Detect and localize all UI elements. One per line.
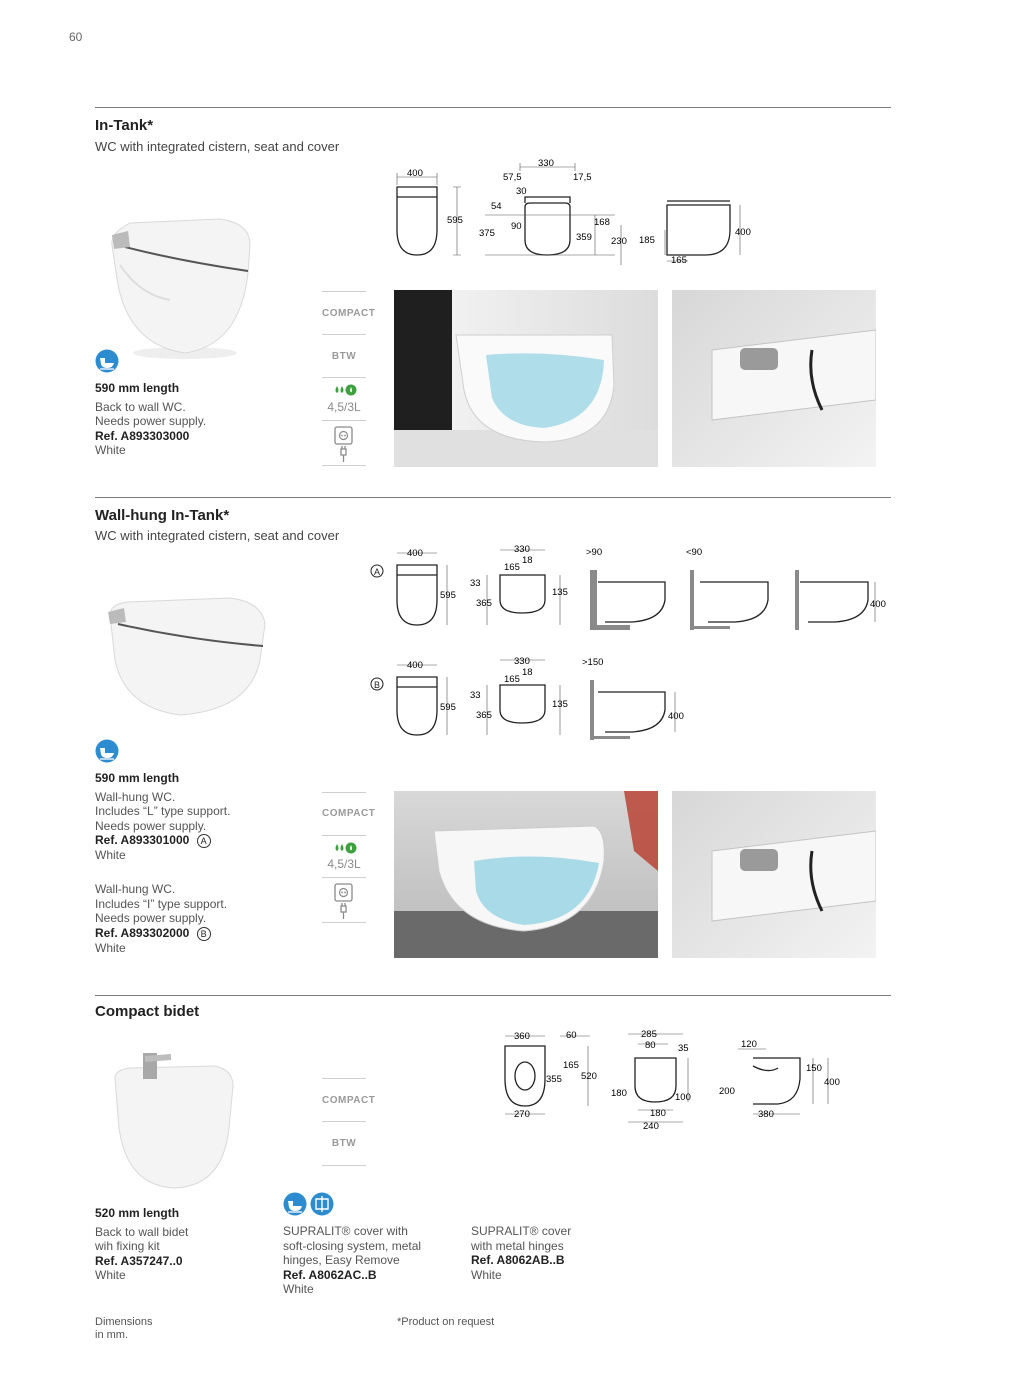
desc-line: Needs power supply. [95,818,207,833]
dim-label: 200 [719,1086,735,1097]
bidet-info [95,1206,265,1283]
feature-divider [322,377,366,378]
bathroom-photo [394,791,658,958]
desc-line: Wall-hung WC. [95,882,176,896]
section-title-in-tank: In-Tank* [95,117,154,134]
section-divider [95,995,891,996]
section-divider [95,107,891,108]
feature-divider [322,877,366,878]
dim-label: 18 [522,667,533,678]
bathroom-photo [394,290,658,467]
dimensions-note [95,1316,152,1342]
dim-label: 60 [566,1030,577,1041]
dim-label: 360 [514,1031,530,1042]
dim-label: 355 [546,1074,562,1085]
cover-feature-icons [283,1192,335,1216]
power-supply-icon [333,425,355,465]
bidet-technical-drawing [488,1024,848,1134]
dim-label: 270 [514,1109,530,1120]
dim-label: 400 [668,711,684,722]
feature-divider [322,420,366,421]
dim-label: 400 [870,599,886,610]
seat-hinge-detail-photo [672,290,876,467]
feature-divider [322,792,366,793]
dim-label: 30 [516,186,527,197]
feature-divider [322,835,366,836]
feature-divider [322,291,366,292]
dimensions-unit: in mm. [95,1329,128,1341]
feature-divider [322,1165,366,1166]
desc-line: Includes “L” type support. [95,804,231,818]
easy-remove-icon [311,1193,334,1216]
dim-label: 90 [511,221,522,232]
section-title-compact-bidet: Compact bidet [95,1003,200,1020]
dim-label: 33 [470,578,481,589]
dual-flush-drops-icon [333,383,357,397]
back-to-wall-icon [95,349,119,373]
dim-label: 400 [735,227,751,238]
dual-flush-drops-icon [333,841,357,855]
in-tank-technical-drawing [385,155,765,270]
page-number: 60 [69,30,83,44]
dim-label: 165 [504,674,520,685]
dim-label: 365 [476,710,492,721]
color-label: White [95,940,126,955]
section-subtitle: WC with integrated cistern, seat and cover [95,528,340,543]
reference-number: Ref. A357247..0 [95,1253,183,1268]
color-label: White [283,1282,314,1296]
desc-line: SUPRALIT® cover [471,1224,572,1238]
feature-divider [322,334,366,335]
desc-line: Needs power supply. [95,911,207,925]
dim-label: 80 [645,1040,656,1051]
product-image-wall-hung [100,590,270,725]
cover-metal-hinges-info [471,1224,621,1282]
wall-hung-info-b [95,882,295,955]
dim-label: 285 [641,1029,657,1040]
length-label: 520 mm length [95,1206,180,1220]
back-to-wall-icon [95,739,119,763]
dim-label: 180 [650,1108,666,1119]
seat-hinge-detail-photo [672,791,876,958]
btw-badge: BTW [331,351,357,362]
flush-volume: 4,5/3L [327,857,361,871]
dim-label: 180 [611,1088,627,1099]
feature-divider [322,1121,366,1122]
btw-badge: BTW [331,1138,357,1149]
soft-close-icon [284,1193,307,1216]
reference-number: Ref. A893303000 [95,428,190,443]
dim-label: >150 [582,657,604,668]
dim-label: 135 [552,587,568,598]
dim-label: 165 [671,255,687,266]
feature-divider [322,465,366,466]
reference-number: Ref. A8062AB..B [471,1253,565,1267]
dim-label: 57,5 [503,172,522,183]
dim-label: 185 [639,235,655,246]
length-label: 590 mm length [95,381,180,395]
length-label: 590 mm length [95,771,180,785]
color-label: White [95,848,126,862]
desc-line: Includes “I” type support. [95,896,228,911]
dim-label: 400 [407,168,423,179]
desc-line: wih fixing kit [95,1239,160,1253]
desc-line: soft-closing system, metal [283,1238,422,1253]
in-tank-info [95,381,285,458]
compact-badge: COMPACT [322,808,376,819]
dim-label: 165 [563,1060,579,1071]
reference-number: Ref. A8062AC..B [283,1267,377,1282]
dim-label: 18 [522,555,533,566]
dim-label: 135 [552,699,568,710]
section-title-wall-hung: Wall-hung In-Tank* [95,507,230,524]
dim-label: 240 [643,1121,659,1132]
dim-label: 375 [479,228,495,239]
dim-label: 100 [675,1092,691,1103]
dim-label: 33 [470,690,481,701]
desc-line: Needs power supply. [95,414,207,428]
wall-hung-technical-drawing [370,540,890,750]
variant-b-marker: B [197,927,211,941]
dim-label: 17,5 [573,172,592,183]
dim-label: 168 [594,217,610,228]
color-label: White [95,443,126,457]
dim-label: 400 [407,548,423,559]
feature-divider [322,922,366,923]
desc-line: Back to wall WC. [95,399,186,414]
desc-line: Wall-hung WC. [95,789,176,804]
dim-label: 400 [407,660,423,671]
power-supply-icon [333,882,355,922]
variant-a-marker: A [197,834,211,848]
dim-label: 400 [824,1077,840,1088]
desc-line: SUPRALIT® cover with [283,1224,408,1238]
dim-label: >90 [586,547,603,558]
wall-hung-info-a [95,771,295,863]
desc-line: Back to wall bidet [95,1224,189,1239]
dim-label: 150 [806,1063,822,1074]
color-label: White [471,1267,502,1282]
reference-number: Ref. A893301000 [95,833,190,847]
dim-label: 330 [514,656,530,667]
dim-label: 595 [447,215,463,226]
compact-badge: COMPACT [322,308,376,319]
variant-a-label: A [374,567,381,577]
cover-soft-close-info [283,1224,453,1297]
dim-label: 595 [440,702,456,713]
product-image-in-tank [100,205,260,365]
dim-label: 380 [758,1109,774,1120]
product-on-request-note: *Product on request [397,1316,495,1328]
dim-label: 35 [678,1043,689,1054]
dim-label: 520 [581,1071,597,1082]
dim-label: 330 [514,544,530,555]
compact-badge: COMPACT [322,1095,376,1106]
section-subtitle: WC with integrated cistern, seat and cover [95,139,340,154]
dim-label: <90 [686,547,703,558]
reference-number: Ref. A893302000 [95,925,190,940]
dim-label: 230 [611,236,627,247]
product-image-bidet [105,1048,240,1193]
dim-label: 330 [538,158,554,169]
section-divider [95,497,891,498]
dim-label: 365 [476,598,492,609]
dim-label: 359 [576,232,592,243]
desc-line: with metal hinges [471,1238,564,1253]
dimensions-label: Dimensions [95,1316,153,1328]
feature-divider [322,1078,366,1079]
dim-label: 120 [741,1039,757,1050]
color-label: White [95,1268,126,1282]
desc-line: hinges, Easy Remove [283,1253,400,1267]
variant-b-label: B [374,680,381,690]
dim-label: 165 [504,562,520,573]
dim-label: 54 [491,201,502,212]
dim-label: 595 [440,590,456,601]
flush-volume: 4,5/3L [327,400,361,414]
